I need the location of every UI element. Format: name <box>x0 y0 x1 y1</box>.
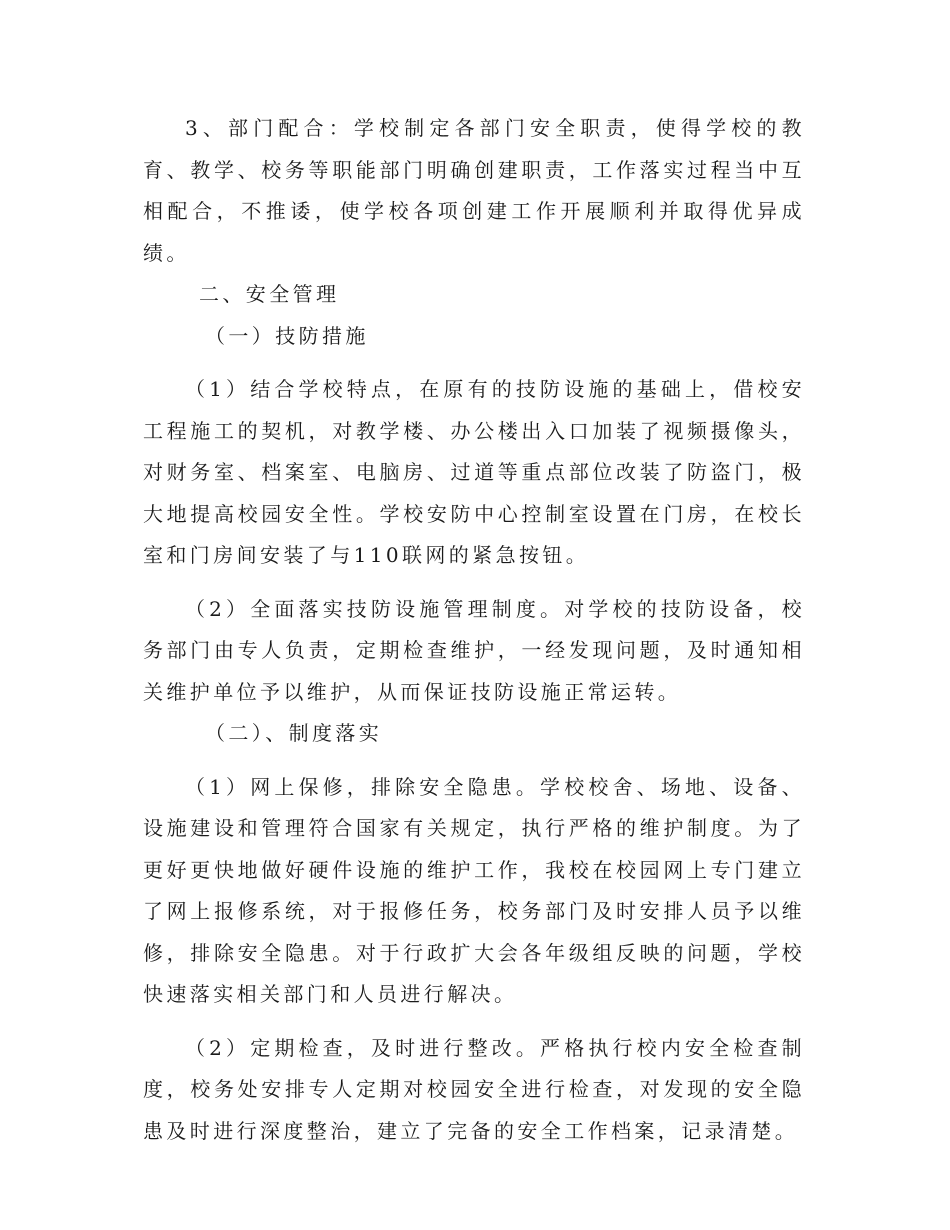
document-body <box>143 108 805 1152</box>
section-heading-safety-management: 二、安全管理 <box>199 282 340 306</box>
paragraph-technical-measures-1: （1）结合学校特点，在原有的技防设施的基础上，借校安工程施工的契机，对教学楼、办公楼出入口加装了视频摄像头，对财务室、档案室、电脑房、过道等重点部位改装了防盗门，极大地提高校园安全性。学校安防中心控制室设置在门房，在校长室和门房间安装了与110联网的紧急按钮。 <box>143 377 805 567</box>
paragraph-technical-measures-2: （2）全面落实技防设施管理制度。对学校的技防设备，校务部门由专人负责，定期检查维护，一经发现问题，及时通知相关维护单位予以维护，从而保证技防设施正常运转。 <box>143 596 805 704</box>
subsection-heading-technical-measures: （一）技防措施 <box>205 323 369 348</box>
subsection-heading-system-implementation: （二）、制度落实 <box>205 721 383 745</box>
paragraph-system-implementation-2: （2）定期检查，及时进行整改。严格执行校内安全检查制度，校务处安排专人定期对校园安全进行检查，对发现的安全隐患及时进行深度整治，建立了完备的安全工作档案，记录清楚。 <box>143 1035 805 1143</box>
paragraph-department-cooperation: 3、部门配合：学校制定各部门安全职责，使得学校的教育、教学、校务等职能部门明确创建职责，工作落实过程当中互相配合，不推诿，使学校各项创建工作开展顺利并取得优异成绩。 <box>143 116 805 265</box>
paragraph-system-implementation-1: （1）网上保修，排除安全隐患。学校校舍、场地、设备、设施建设和管理符合国家有关规定，执行严格的维护制度。为了更好更快地做好硬件设施的维护工作，我校在校园网上专门建立了网上报修系统，对于报修任务，校务部门及时安排人员予以维修，排除安全隐患。对于行政扩大会各年级组反映的问题，学校快速落实相关部门和人员进行解决。 <box>143 774 805 1006</box>
